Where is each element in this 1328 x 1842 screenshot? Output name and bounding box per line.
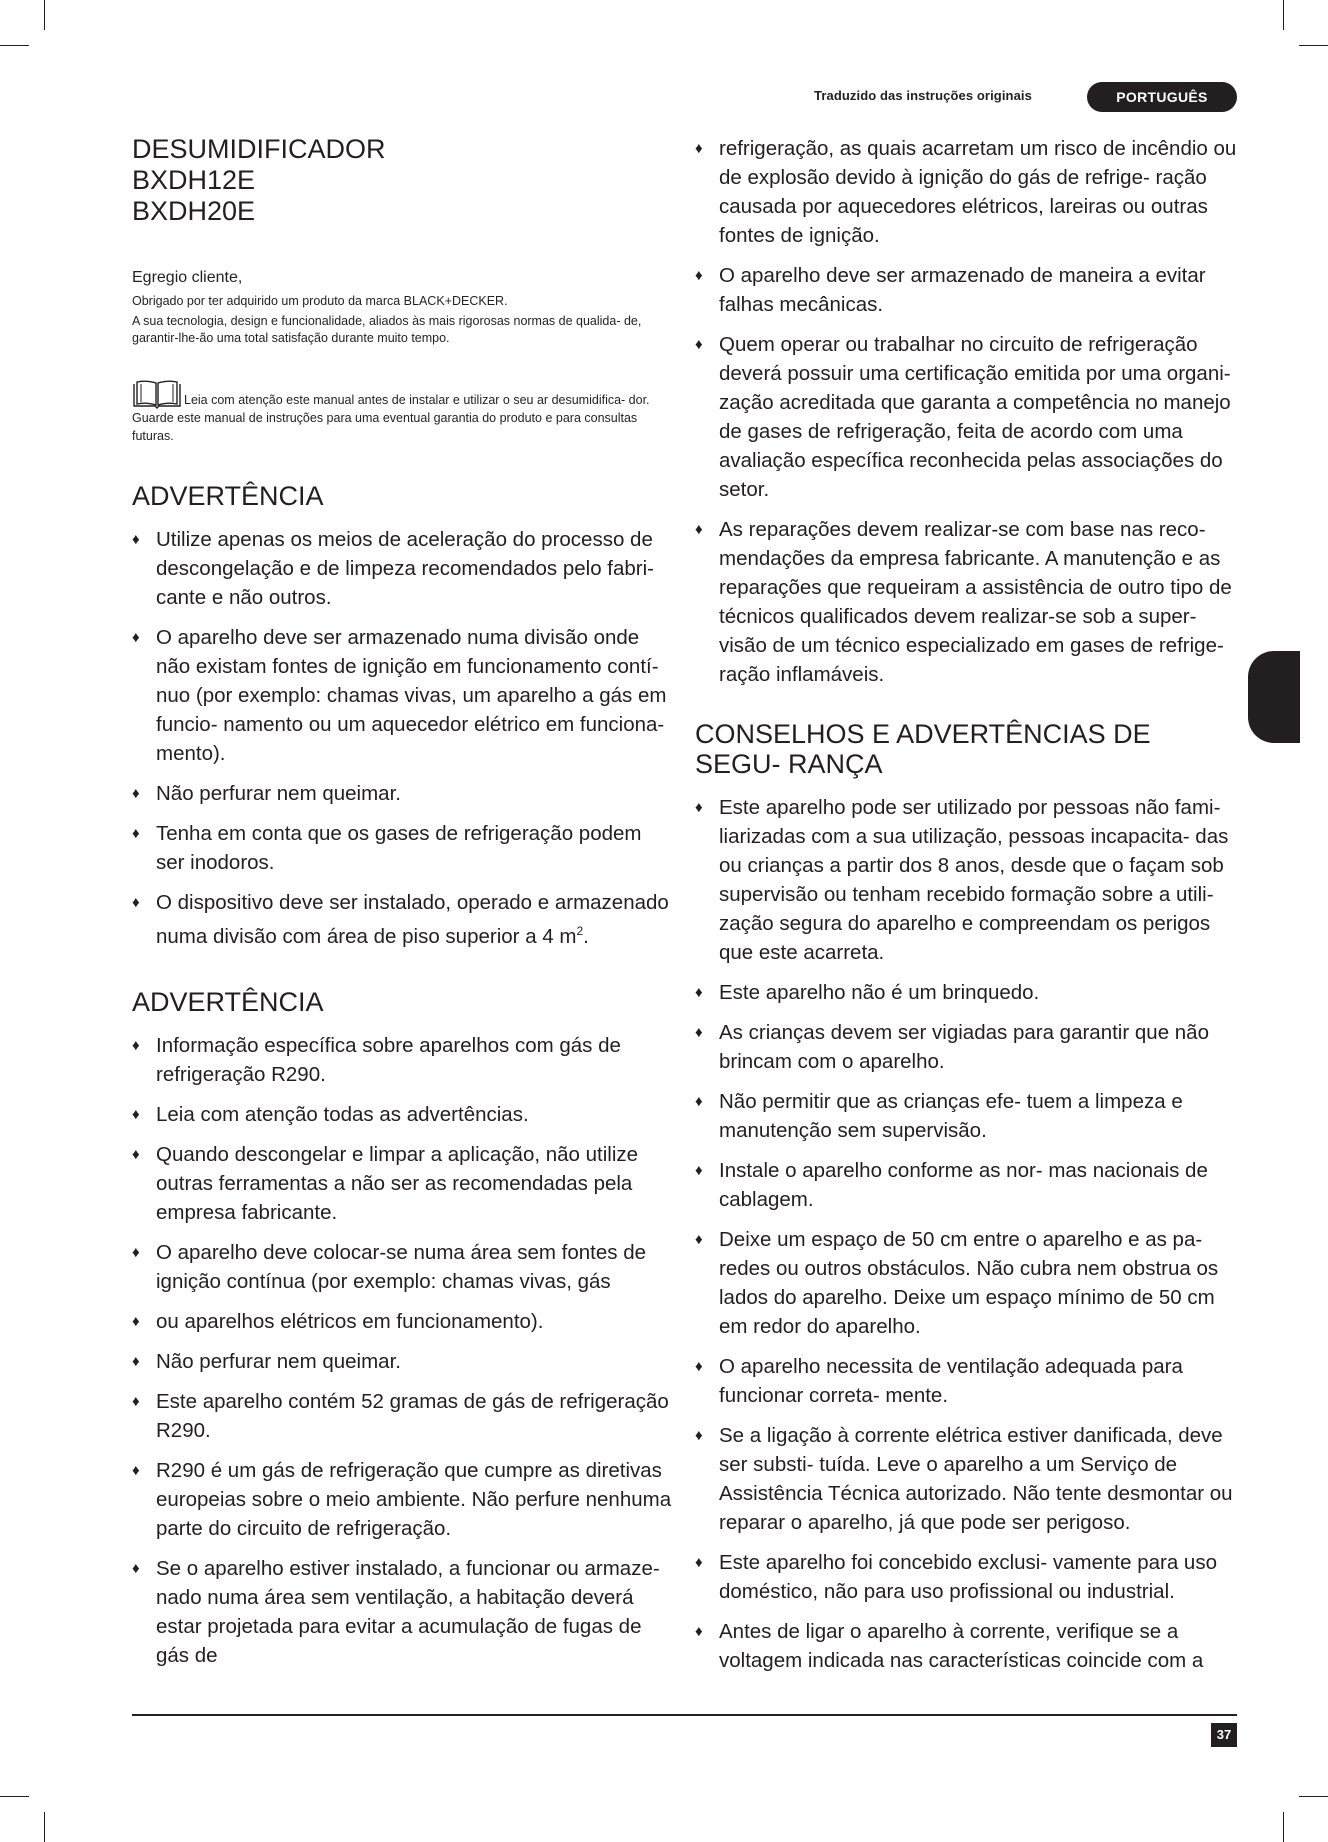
left-column [132,134,672,1681]
list-item: ♦ O aparelho deve colocar-se numa área sem fontes de ignição contínua (por exemplo: chamas vivas, gás [132,1238,672,1296]
list-item: ♦ O aparelho deve ser armazenado de maneira a evitar falhas mecânicas. [695,261,1240,319]
list-item: ♦ O dispositivo deve ser instalado, operado e armazenado numa divisão com área de piso superior a 4 $m^2$. [132,888,672,951]
bullet-diamond-icon: ♦ [132,1461,140,1479]
bullet-diamond-icon: ♦ [695,1427,703,1444]
list-item: ♦ Este aparelho foi concebido exclusi- vamente para uso doméstico, não para uso profissional ou industrial. [695,1548,1240,1606]
safety-heading: CONSELHOS E ADVERTÊNCIAS DE SEGU- RANÇA [695,719,1151,779]
crop-mark [1299,1796,1328,1797]
list-item: ♦ Instale o aparelho conforme as nor- mas nacionais de cablagem. [695,1156,1240,1214]
bullet-diamond-icon: ♦ [695,1024,703,1041]
thanks-text: Obrigado por ter adquirido um produto da marca BLACK+DECKER. [132,294,508,308]
list-item: ♦ refrigeração, as quais acarretam um risco de incêndio ou de explosão devido à ignição do gás de refrige- ração causada por aquecedores elétricos, lareiras ou outras fontes de ignição. [695,134,1240,250]
bullet-diamond-icon: ♦ [695,140,703,157]
language-badge: PORTUGUÊS [1087,82,1237,112]
document-title [132,134,672,227]
crop-mark [1283,0,1284,30]
bullet-diamond-icon: ♦ [132,629,140,646]
list-item: ♦ Quando descongelar e limpar a aplicação, não utilize outras ferramentas a não ser as recomendadas pela empresa fabricante. [132,1140,672,1227]
continued-warning-list [695,134,1240,689]
list-item: ♦ Se o aparelho estiver instalado, a funcionar ou armaze- nado numa área sem ventilação, a habitação deverá estar projetada para evitar a acumulação de fugas de gás de [132,1554,672,1670]
list-item: ♦ As reparações devem realizar-se com base nas reco- mendações da empresa fabricante. A manutenção e as reparações que requeiram a assistência de outro tipo de técnicos qualificados devem realizar-se sob a super- visão de um técnico especializado em gases de refrige- ração inflamáveis. [695,515,1240,689]
bullet-diamond-icon: ♦ [132,825,140,842]
bullet-diamond-icon: ♦ [132,1036,140,1054]
list-item: ♦ Tenha em conta que os gases de refrigeração podem ser inodoros. [132,819,672,877]
bullet-diamond-icon: ♦ [132,1559,140,1577]
greeting: Egregio cliente, [132,269,243,286]
list-item: ♦ Não perfurar nem queimar. [132,1347,672,1376]
safety-list [695,793,1240,1675]
list-item: ♦ Se a ligação à corrente elétrica estiver danificada, deve ser substi- tuída. Leve o aparelho a um Serviço de Assistência Técnica autorizado. Não tente desmontar ou reparar o aparelho, já que pode ser perigoso. [695,1421,1240,1537]
bullet-diamond-icon: ♦ [132,531,140,548]
warning-heading-1: ADVERTÊNCIA [132,481,324,511]
bullet-diamond-icon: ♦ [695,336,703,353]
crop-mark [0,1796,29,1797]
page-number: 37 [1211,1723,1237,1747]
crop-mark [1283,1812,1284,1842]
list-item: ♦ O aparelho deve ser armazenado numa divisão onde não existam fontes de ignição em funcionamento contí- nuo (por exemplo: chamas vivas, um aparelho a gás em funcio- namento ou um aquecedor elétrico em funciona- mento). [132,623,672,768]
list-item: ♦ Deixe um espaço de 50 cm entre o aparelho e as pa- redes ou outros obstáculos. Não cubra nem obstrua os lados do aparelho. Deixe um espaço mínimo de 50 cm em redor do aparelho. [695,1225,1240,1341]
list-item: ♦ Não permitir que as crianças efe- tuem a limpeza e manutenção sem supervisão. [695,1087,1240,1145]
bullet-diamond-icon: ♦ [132,1105,140,1123]
quality-text: A sua tecnologia, design e funcionalidade, aliados às mais rigorosas normas de qualida- de, garantir-lhe-ão uma total satisfação durante muito tempo. [132,314,642,345]
title-line-model-1: BXDH12E [132,165,256,195]
bullet-diamond-icon: ♦ [132,894,140,911]
bullet-diamond-icon: ♦ [695,1554,703,1571]
bullet-diamond-icon: ♦ [695,1623,703,1640]
bullet-diamond-icon: ♦ [132,1392,140,1410]
crop-mark [1299,45,1328,46]
open-book-icon [132,379,182,409]
bullet-diamond-icon: ♦ [695,1358,703,1375]
list-item: ♦ Utilize apenas os meios de aceleração do processo de descongelação e de limpeza recomendados pelo fabri- cante e não outros. [132,525,672,612]
footer-divider [132,1714,1237,1716]
warning-list-1 [132,525,672,951]
section-thumb-tab [1248,651,1300,743]
bullet-diamond-icon: ♦ [695,1231,703,1248]
bullet-diamond-icon: ♦ [132,1145,140,1163]
bullet-diamond-icon: ♦ [132,785,140,802]
list-item: ♦ Não perfurar nem queimar. [132,779,672,808]
bullet-diamond-icon: ♦ [695,1093,703,1110]
bullet-diamond-icon: ♦ [132,1352,140,1370]
list-item: ♦ Leia com atenção todas as advertências. [132,1100,672,1129]
bullet-diamond-icon: ♦ [132,1243,140,1261]
header-note: Traduzido das instruções originais [814,88,1032,103]
list-item: ♦ As crianças devem ser vigiadas para garantir que não brincam com o aparelho. [695,1018,1240,1076]
list-item: ♦ Antes de ligar o aparelho à corrente, verifique se a voltagem indicada nas características coincide com a [695,1617,1240,1675]
bullet-diamond-icon: ♦ [695,1162,703,1179]
list-item: ♦ Informação específica sobre aparelhos com gás de refrigeração R290. [132,1031,672,1089]
bullet-diamond-icon: ♦ [132,1312,140,1330]
list-item: ♦ R290 é um gás de refrigeração que cumpre as diretivas europeias sobre o meio ambiente. Não perfure nenhuma parte do circuito de refrigeração. [132,1456,672,1543]
title-line-product: DESUMIDIFICADOR [132,134,386,164]
right-column [695,134,1240,1686]
bullet-diamond-icon: ♦ [695,984,703,1001]
manual-note-text: Leia com atenção este manual antes de instalar e utilizar o seu ar desumidifica- dor. Guarde este manual de instruções para uma eventual garantia do produto e para consultas futuras. [132,393,650,443]
list-item: ♦ O aparelho necessita de ventilação adequada para funcionar correta- mente. [695,1352,1240,1410]
warning-heading-2: ADVERTÊNCIA [132,986,324,1017]
list-item: ♦ ou aparelhos elétricos em funcionamento). [132,1307,672,1336]
warning-list-2 [132,1031,672,1670]
list-item: ♦ Este aparelho pode ser utilizado por pessoas não fami- liarizadas com a sua utilização, pessoas incapacita- das ou crianças a partir dos 8 anos, desde que o façam sob supervisão ou tenham recebido formação sobre a utili- zação segura do aparelho e compreendam os perigos que este acarreta. [695,793,1240,967]
crop-mark [0,45,29,46]
list-item: ♦ Quem operar ou trabalhar no circuito de refrigeração deverá possuir uma certificação emitida por uma organi- zação acreditada que garanta a competência no manejo de gases de refrigeração, feita de acordo com uma avaliação específica reconhecida pelas associações do setor. [695,330,1240,504]
crop-mark [44,0,45,30]
list-item: ♦ Este aparelho não é um brinquedo. [695,978,1240,1007]
crop-mark [44,1812,45,1842]
list-item: ♦ Este aparelho contém 52 gramas de gás de refrigeração R290. [132,1387,672,1445]
bullet-diamond-icon: ♦ [695,799,703,816]
title-line-model-2: BXDH20E [132,196,256,226]
manual-note [132,379,672,445]
bullet-diamond-icon: ♦ [695,521,703,538]
bullet-diamond-icon: ♦ [695,267,703,284]
